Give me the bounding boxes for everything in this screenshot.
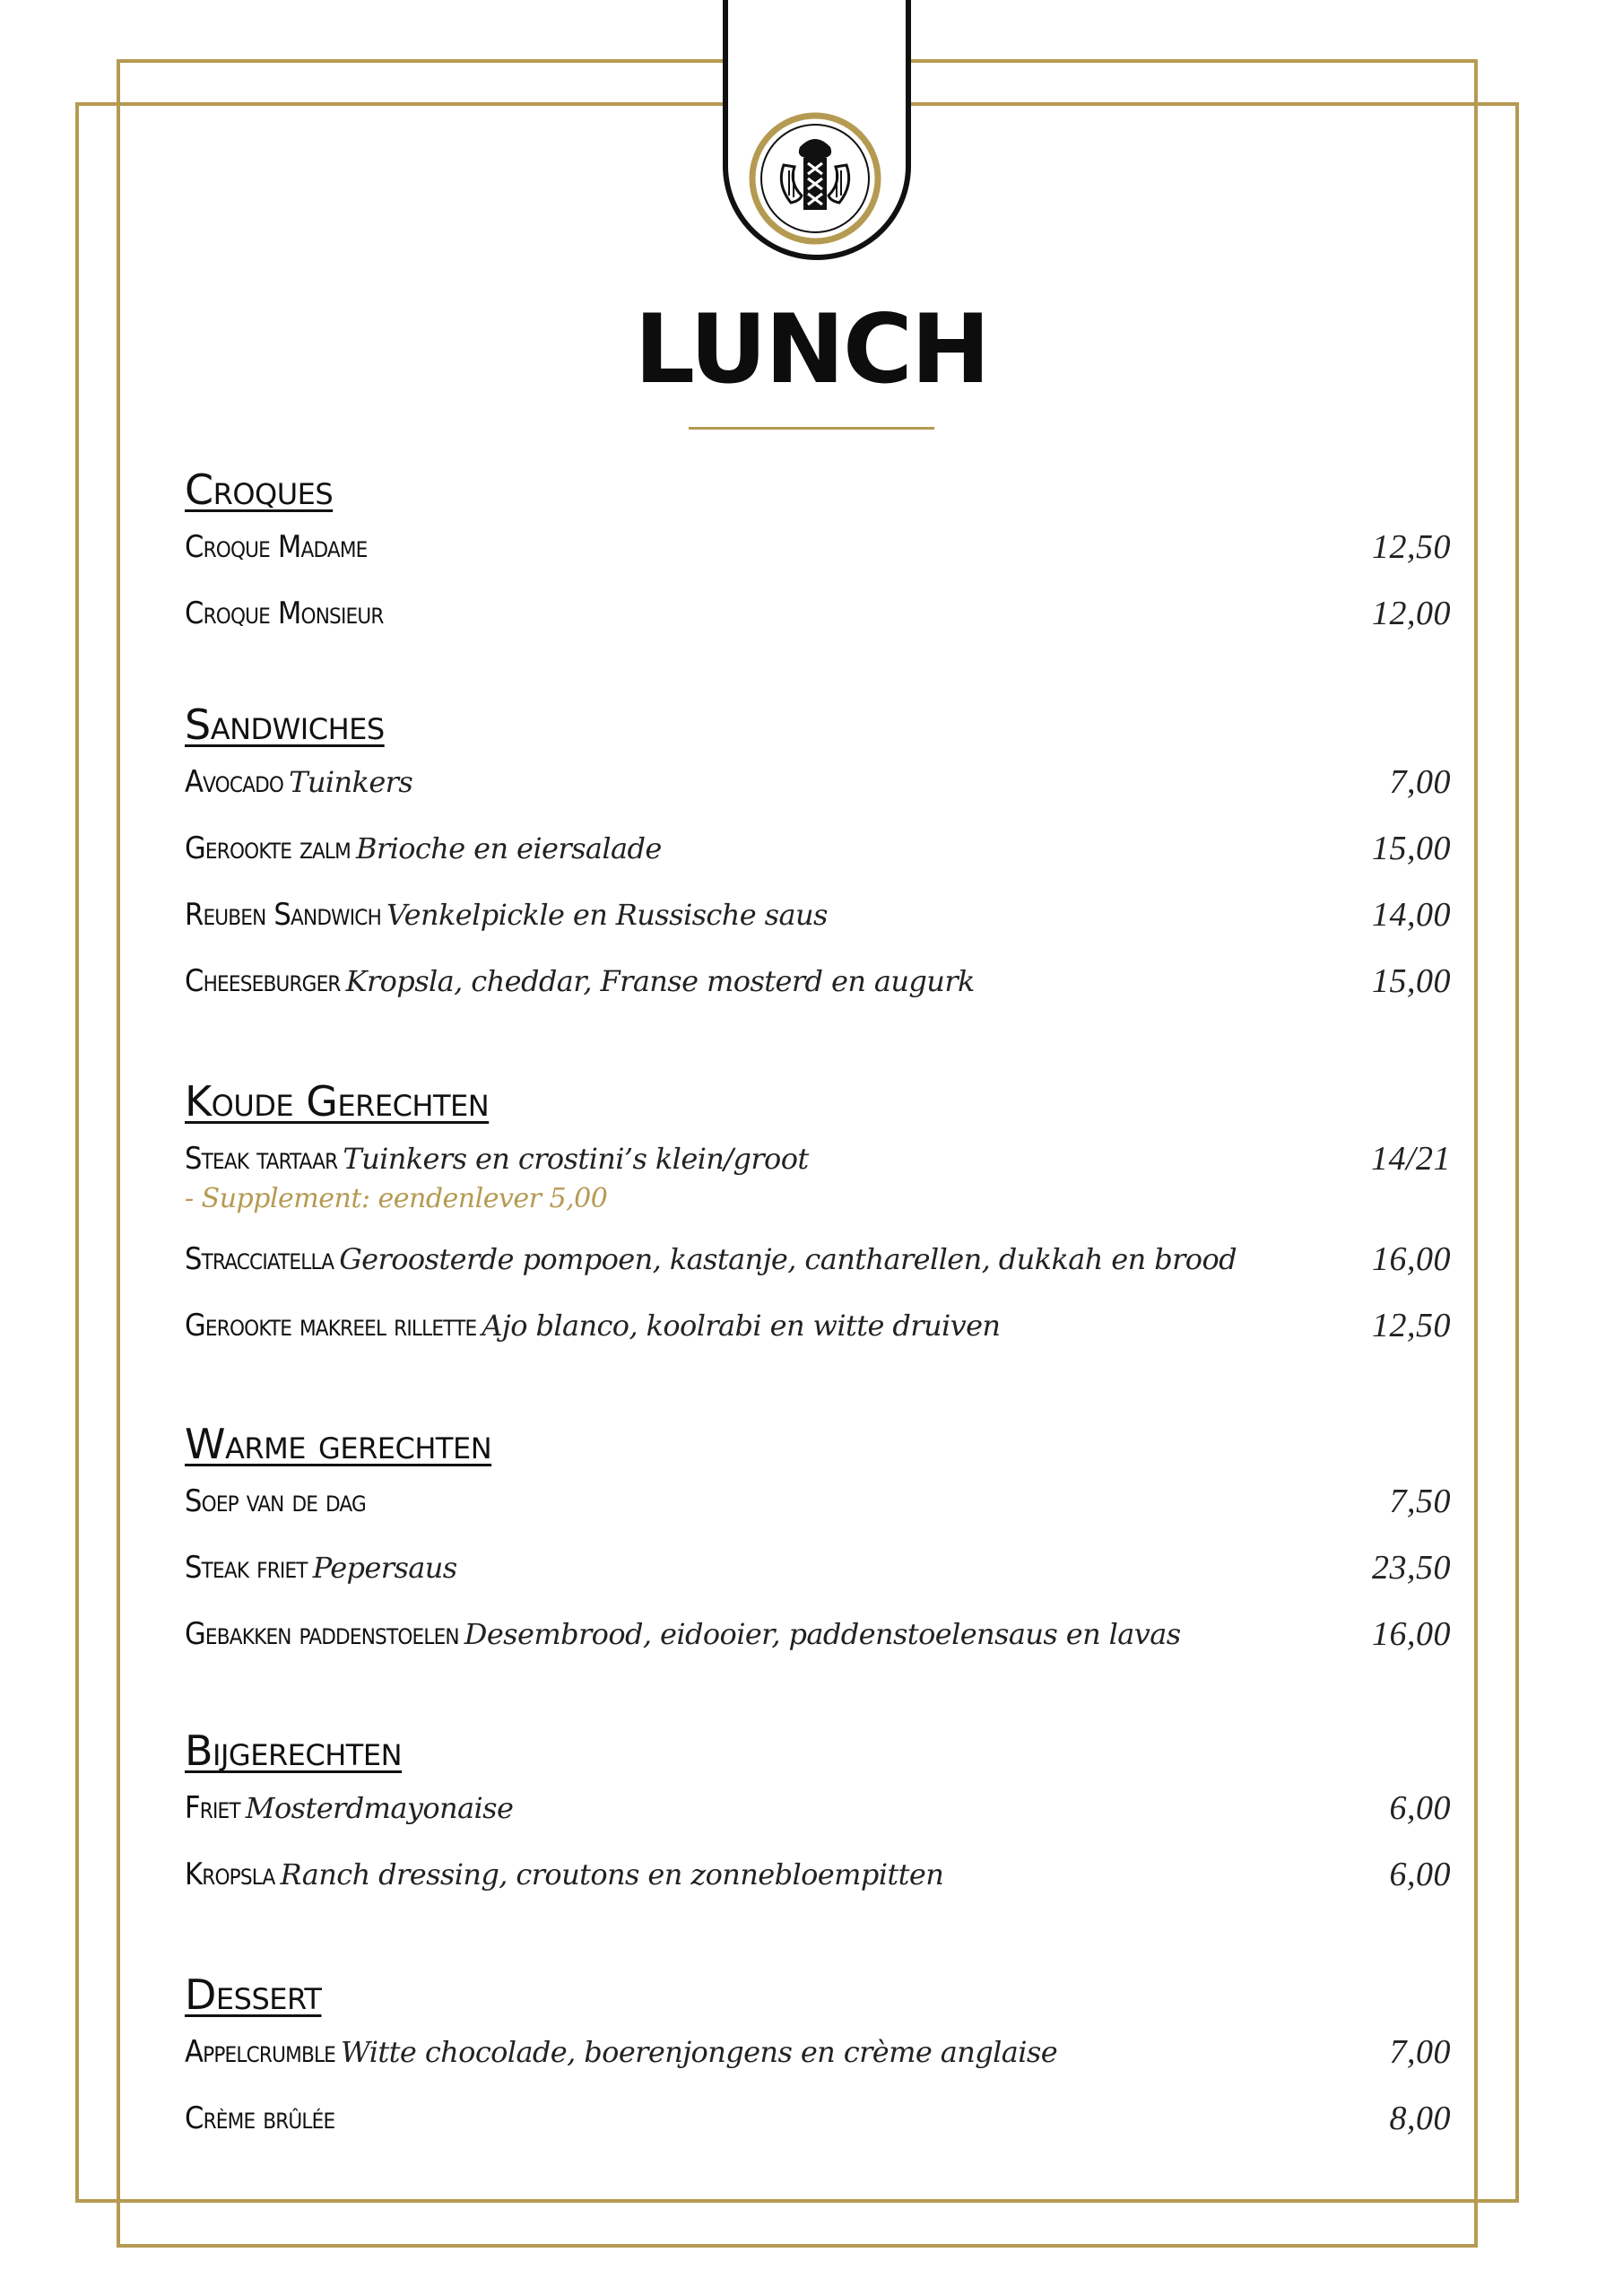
item-description: Mosterdmayonaise [245, 1791, 514, 1825]
item-price: 15,00 [1372, 830, 1451, 867]
menu-item [185, 764, 1451, 831]
item-description: Geroosterde pompoen, kastanje, cantharellen, dukkah en brood [339, 1242, 1237, 1276]
menu-item [185, 1790, 1451, 1857]
section-sandwiches [185, 701, 1451, 1030]
item-price: 12,50 [1372, 528, 1451, 566]
item-name: Steak friet [185, 1550, 308, 1586]
menu-item [185, 529, 1451, 596]
menu-title: LUNCH [634, 294, 989, 404]
item-price: 7,50 [1389, 1483, 1451, 1520]
section-title: Sandwiches [185, 700, 385, 749]
menu-item [185, 897, 1451, 963]
item-name: Steak tartaar [185, 1141, 338, 1177]
section-croques [185, 466, 1451, 662]
item-price: 7,00 [1389, 763, 1451, 801]
menu-item [185, 1616, 1451, 1683]
menu-item [185, 1241, 1451, 1308]
menu-item [185, 2100, 1451, 2167]
section-title: Croques [185, 465, 334, 514]
item-supplement: - Supplement: eendenlever 5,00 [185, 1183, 608, 1214]
item-description: Ranch dressing, croutons en zonnebloempitten [280, 1857, 944, 1892]
item-description: Brioche en eiersalade [355, 831, 662, 865]
item-description: Ajo blanco, koolrabi en witte druiven [482, 1309, 1001, 1343]
item-name: Gerookte makreel rillette [185, 1308, 477, 1344]
menu-item [185, 2034, 1451, 2100]
section-title: Bijgerechten [185, 1726, 403, 1775]
section-bijgerechten [185, 1727, 1451, 1923]
section-title: Dessert [185, 1970, 322, 2019]
menu-item [185, 1857, 1451, 1923]
item-price: 6,00 [1389, 1789, 1451, 1827]
item-price: 12,00 [1372, 595, 1451, 632]
item-description: Desembrood, eidooier, paddenstoelensaus en lavas [464, 1617, 1181, 1651]
item-name: Gebakken paddenstoelen [185, 1616, 459, 1652]
item-price: 14/21 [1370, 1140, 1451, 1178]
item-price: 16,00 [1372, 1615, 1451, 1653]
item-name: Reuben Sandwich [185, 897, 382, 933]
item-name: Friet [185, 1790, 240, 1826]
menu-item [185, 1550, 1451, 1616]
item-description: Tuinkers en crostini’s klein/groot [343, 1142, 809, 1176]
section-dessert [185, 1971, 1451, 2167]
menu-item [185, 1141, 1451, 1241]
amsterdam-coat-of-arms-icon [748, 111, 882, 246]
section-warme-gerechten [185, 1421, 1451, 1683]
item-name: Stracciatella [185, 1241, 334, 1277]
item-name: Croque Monsieur [185, 596, 384, 631]
section-title: Warme gerechten [185, 1420, 492, 1468]
item-price: 23,50 [1372, 1549, 1451, 1587]
section-koude-gerechten [185, 1078, 1451, 1374]
item-name: Croque Madame [185, 529, 368, 565]
item-description: Venkelpickle en Russische saus [386, 898, 828, 932]
item-price: 12,50 [1372, 1307, 1451, 1344]
item-price: 6,00 [1389, 1856, 1451, 1893]
item-price: 15,00 [1372, 962, 1451, 1000]
item-name: Crème brûlée [185, 2100, 335, 2136]
menu-item [185, 963, 1451, 1030]
item-description: Kropsla, cheddar, Franse mosterd en augurk [345, 964, 975, 998]
menu-item [185, 1308, 1451, 1374]
menu-item [185, 596, 1451, 662]
item-description: Pepersaus [312, 1551, 457, 1585]
item-name: Gerookte zalm [185, 831, 351, 866]
item-name: Cheeseburger [185, 963, 341, 999]
item-description: Tuinkers [289, 765, 413, 799]
item-name: Avocado [185, 764, 284, 800]
item-name: Kropsla [185, 1857, 275, 1892]
menu-item [185, 831, 1451, 897]
item-description: Witte chocolade, boerenjongens en crème anglaise [341, 2035, 1058, 2069]
menu-item [185, 1483, 1451, 1550]
item-price: 7,00 [1389, 2033, 1451, 2071]
section-title: Koude Gerechten [185, 1077, 490, 1126]
title-divider [689, 427, 934, 430]
item-name: Appelcrumble [185, 2034, 336, 2070]
item-price: 16,00 [1372, 1240, 1451, 1278]
item-price: 14,00 [1372, 896, 1451, 934]
item-name: Soep van de dag [185, 1483, 366, 1519]
item-price: 8,00 [1389, 2100, 1451, 2137]
